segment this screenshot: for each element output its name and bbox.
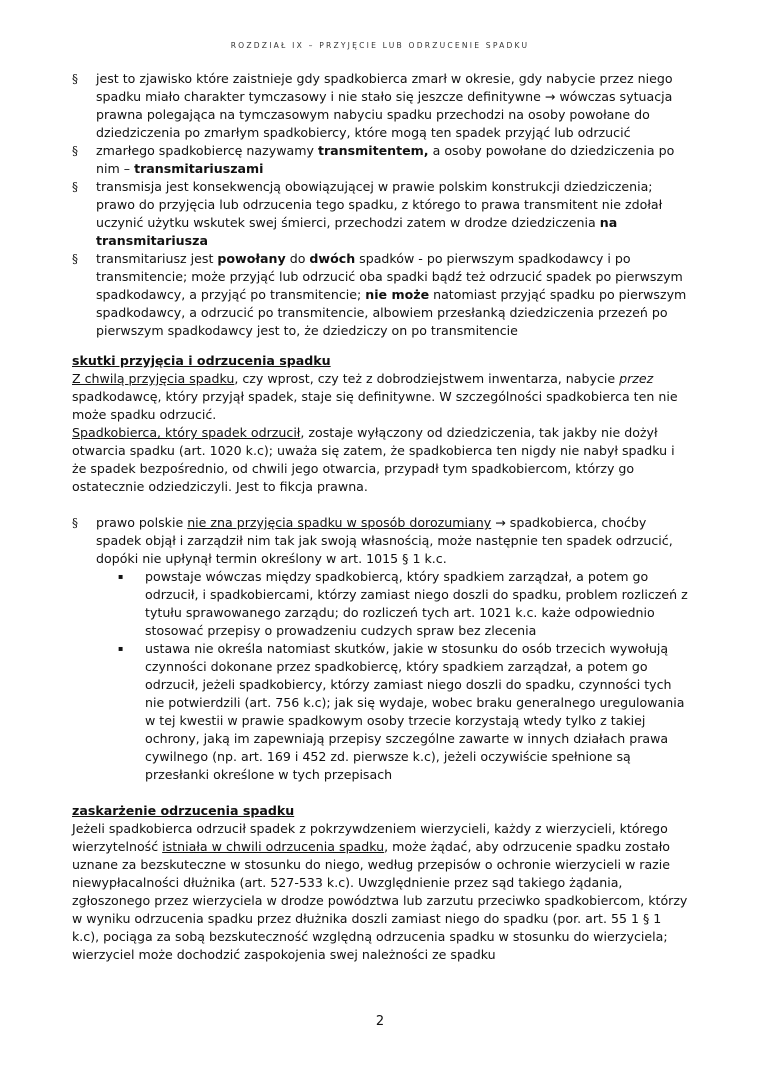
section-mark: § (72, 72, 78, 86)
section-heading-challenge: zaskarżenie odrzucenia spadku (72, 803, 295, 818)
transmission-item: § transmitariusz jest powołany do dwóch spadków - po pierwszym spadkodawcy i po transmitencie; może przyjąć lub odrzucić oba spadki bądź też odrzucić spadek po pierwszym spadkodawcy, a przyjąć po transmitencie; nie może natomiast przyjąć spadku po pierwszym spadkodawcy, a odrzucić po transmitencie, albowiem przesłanką dziedziczenia przezeń po pierwszym spadkodawcy jest to, że dziedziczy on po transmitencie (72, 251, 687, 338)
section-mark: § (72, 180, 78, 194)
section-mark: § (72, 144, 78, 158)
arrow-icon: → (544, 89, 556, 104)
implied-acceptance-item: § prawo polskie nie zna przyjęcia spadku w sposób dorozumiany → spadkobierca, choćby spadek objął i zarządził nim tak jak swoją własnością, może następnie ten spadek odrzucić, dopóki nie upłynął termin określony w art. 1015 § 1 k.c. (72, 515, 673, 566)
bullet-item: ▪ powstaje wówczas między spadkobiercą, który spadkiem zarządzał, a potem go odrzucił, i spadkobiercami, którzy zamiast niego doszli do spadku, problem rozliczeń z tytułu sprawowanego zarządu; do rozliczeń tych art. 1021 k.c. każe odpowiednio stosować przepisy o prowadzeniu cudzych spraw bez zlecenia (118, 569, 688, 638)
section-heading-effects: skutki przyjęcia i odrzucenia spadku (72, 353, 331, 368)
term-transmitent: transmitentem, (317, 143, 429, 158)
bullet-item: ▪ ustawa nie określa natomiast skutków, jakie w stosunku do osób trzecich wywołują czynności dokonane przez spadkobiercę, który spadkiem zarządzał, a potem go odrzucił, jeżeli spadkobiercy, którzy zamiast niego doszli do spadku, czynności tych nie potwierdzili (art. 756 k.c); jak się wydaje, wobec braku generalnego uregulowania w tej kwestii w prawie spadkowym osoby trzecie korzystają wtedy tylko z takiej ochrony, jaką im zapewniają przepisy szczególne zawarte w innych działach prawa cywilnego (np. art. 169 i 452 zd. pierwsze k.c), jeżeli oczywiście spełnione są przesłanki określone w tych przepisach (118, 641, 685, 782)
arrow-icon: → (495, 515, 506, 530)
transmission-item: § jest to zjawisko które zaistnieje gdy spadkobierca zmarł w okresie, gdy nabycie przez niego spadku miało charakter tymczasowy i nie stało się jeszcze definitywne → wówczas sytuacja prawna polegająca na tymczasowym nabyciu spadku przechodzi na osoby powołane do dziedziczenia po zmarłym spadkobiercy, które mogą ten spadek przyjąć lub odrzucić (72, 71, 673, 140)
term-transmitariusz: na transmitariusza (96, 215, 618, 248)
section-mark: § (72, 516, 78, 530)
transmission-item: § zmarłego spadkobiercę nazywamy transmitentem, a osoby powołane do dziedziczenia po nim – transmitariuszami (72, 143, 675, 176)
paragraph: Z chwilą przyjęcia spadku, czy wprost, czy też z dobrodziejstwem inwentarza, nabycie przez spadkodawcę, który przyjął spadek, staje się definitywne. W szczególności spadkobierca ten nie może spadku odrzucić. (72, 371, 678, 422)
page-body (72, 70, 692, 964)
square-bullet-icon: ▪ (118, 572, 124, 581)
paragraph: Jeżeli spadkobierca odrzucił spadek z pokrzywdzeniem wierzycieli, każdy z wierzycieli, którego wierzytelność istniała w chwili odrzucenia spadku, może żądać, aby odrzucenie spadku zostało uznane za bezskuteczne w stosunku do niego, według przepisów o ochronie wierzycieli w razie niewypłacalności dłużnika (art. 527-533 k.c). Uwzględnienie przez sąd takiego żądania, zgłoszonego przez wierzyciela w drodze powództwa lub zarzutu przeciwko spadkobiercom, którzy w wyniku odrzucenia spadku przez dłużnika doszli zamiast niego do spadku (por. art. 55 1 § 1 k.c), pociąga za sobą bezskuteczność względną odrzucenia spadku w stosunku do wierzyciela; wierzyciel może dochodzić zaspokojenia swej należności ze spadku (72, 821, 688, 962)
running-header: ROZDZIAŁ IX – PRZYJĘCIE LUB ODRZUCENIE SPADKU (230, 41, 530, 50)
page-number: 2 (375, 1014, 385, 1029)
term-transmitariusze: transmitariuszami (134, 161, 264, 176)
paragraph: Spadkobierca, który spadek odrzucił, zostaje wyłączony od dziedziczenia, tak jakby nie dożył otwarcia spadku (art. 1020 k.c); uważa się zatem, że spadkobierca ten nigdy nie nabył spadku i że spadek bezpośrednio, od chwili jego otwarcia, przypadł tym spadkobiercom, którzy go ostatecznie odziedziczyli. Jest to fikcja prawna. (72, 425, 675, 494)
transmission-item: § transmisja jest konsekwencją obowiązującej w prawie polskim konstrukcji dziedziczenia; prawo do przyjęcia lub odrzucenia tego spadku, z którego to prawa transmitent nie zdołał uczynić użytku wskutek swej śmierci, przechodzi zatem w drodze dziedziczenia na transmitariusza (72, 179, 663, 248)
square-bullet-icon: ▪ (118, 644, 124, 653)
section-mark: § (72, 252, 78, 266)
